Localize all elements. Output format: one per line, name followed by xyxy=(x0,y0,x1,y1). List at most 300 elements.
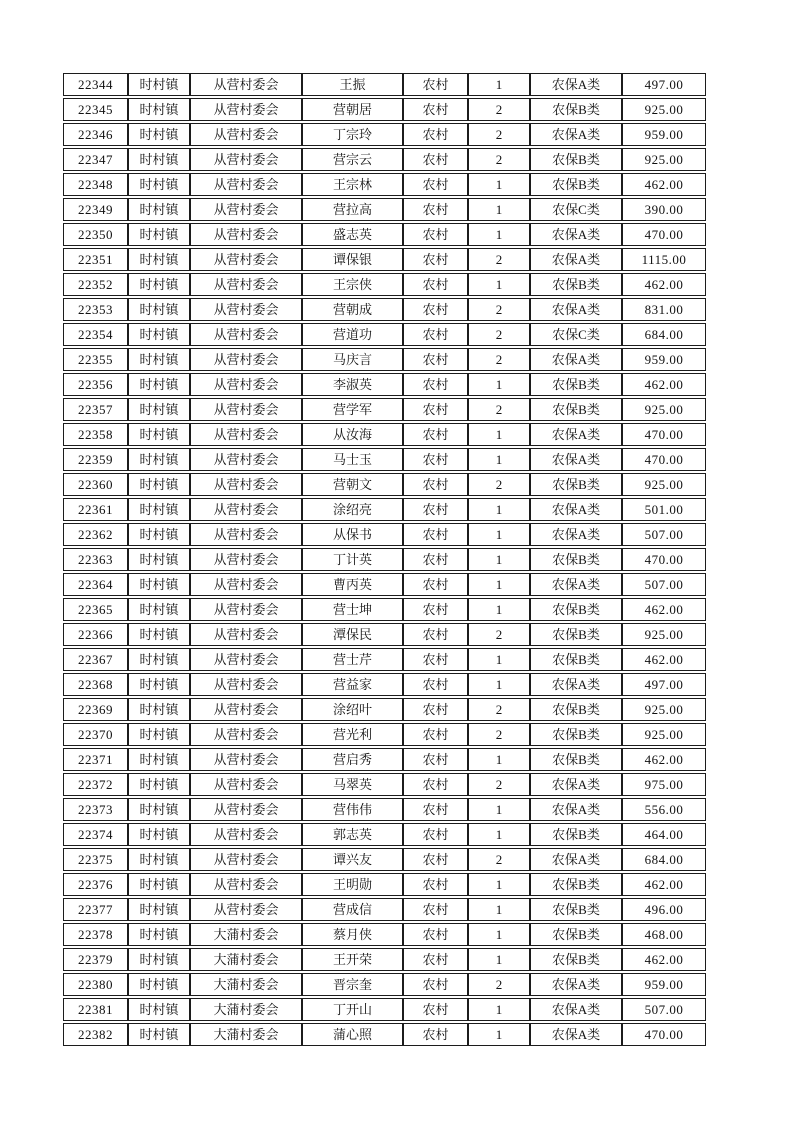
cell-insurance-category: 农保B类 xyxy=(530,698,622,721)
cell-serial: 22356 xyxy=(63,373,128,396)
cell-person-count: 1 xyxy=(468,273,530,296)
cell-town: 时村镇 xyxy=(128,973,190,996)
cell-person-count: 1 xyxy=(468,373,530,396)
table-row xyxy=(63,323,706,346)
cell-amount: 1115.00 xyxy=(622,248,706,271)
cell-village-committee: 从营村委会 xyxy=(190,773,302,796)
cell-residence-type: 农村 xyxy=(403,173,468,196)
cell-amount: 684.00 xyxy=(622,323,706,346)
cell-town: 时村镇 xyxy=(128,248,190,271)
cell-serial: 22377 xyxy=(63,898,128,921)
cell-village-committee: 大蒲村委会 xyxy=(190,1023,302,1046)
cell-person-count: 1 xyxy=(468,823,530,846)
cell-residence-type: 农村 xyxy=(403,1023,468,1046)
cell-person-name: 营学军 xyxy=(302,398,403,421)
cell-person-count: 1 xyxy=(468,1023,530,1046)
cell-village-committee: 从营村委会 xyxy=(190,823,302,846)
cell-residence-type: 农村 xyxy=(403,723,468,746)
table-row xyxy=(63,398,706,421)
cell-serial: 22371 xyxy=(63,748,128,771)
cell-person-count: 1 xyxy=(468,573,530,596)
cell-village-committee: 从营村委会 xyxy=(190,673,302,696)
cell-amount: 501.00 xyxy=(622,498,706,521)
table-row xyxy=(63,348,706,371)
table-row xyxy=(63,998,706,1021)
cell-serial: 22368 xyxy=(63,673,128,696)
cell-person-name: 营朝居 xyxy=(302,98,403,121)
cell-person-count: 1 xyxy=(468,673,530,696)
cell-person-count: 1 xyxy=(468,648,530,671)
cell-serial: 22372 xyxy=(63,773,128,796)
table-row xyxy=(63,623,706,646)
cell-amount: 831.00 xyxy=(622,298,706,321)
cell-town: 时村镇 xyxy=(128,148,190,171)
cell-amount: 462.00 xyxy=(622,948,706,971)
cell-person-name: 王开荣 xyxy=(302,948,403,971)
cell-amount: 925.00 xyxy=(622,98,706,121)
cell-village-committee: 从营村委会 xyxy=(190,548,302,571)
cell-person-name: 蒲心照 xyxy=(302,1023,403,1046)
cell-insurance-category: 农保C类 xyxy=(530,198,622,221)
cell-village-committee: 从营村委会 xyxy=(190,398,302,421)
cell-person-name: 王宗侠 xyxy=(302,273,403,296)
cell-insurance-category: 农保A类 xyxy=(530,848,622,871)
table-row xyxy=(63,423,706,446)
cell-amount: 975.00 xyxy=(622,773,706,796)
cell-town: 时村镇 xyxy=(128,423,190,446)
cell-amount: 462.00 xyxy=(622,173,706,196)
cell-residence-type: 农村 xyxy=(403,848,468,871)
cell-village-committee: 从营村委会 xyxy=(190,798,302,821)
cell-person-count: 1 xyxy=(468,923,530,946)
cell-serial: 22370 xyxy=(63,723,128,746)
cell-serial: 22382 xyxy=(63,1023,128,1046)
cell-serial: 22376 xyxy=(63,873,128,896)
cell-amount: 462.00 xyxy=(622,598,706,621)
cell-amount: 925.00 xyxy=(622,148,706,171)
cell-residence-type: 农村 xyxy=(403,398,468,421)
cell-insurance-category: 农保A类 xyxy=(530,248,622,271)
cell-person-name: 营启秀 xyxy=(302,748,403,771)
table-row xyxy=(63,648,706,671)
cell-amount: 470.00 xyxy=(622,223,706,246)
table-row xyxy=(63,173,706,196)
cell-residence-type: 农村 xyxy=(403,548,468,571)
cell-amount: 556.00 xyxy=(622,798,706,821)
cell-person-name: 营士坤 xyxy=(302,598,403,621)
cell-serial: 22380 xyxy=(63,973,128,996)
cell-village-committee: 从营村委会 xyxy=(190,148,302,171)
cell-amount: 959.00 xyxy=(622,348,706,371)
cell-person-name: 营士芹 xyxy=(302,648,403,671)
cell-person-name: 营朝文 xyxy=(302,473,403,496)
cell-insurance-category: 农保B类 xyxy=(530,873,622,896)
cell-town: 时村镇 xyxy=(128,848,190,871)
cell-amount: 507.00 xyxy=(622,573,706,596)
cell-serial: 22362 xyxy=(63,523,128,546)
cell-person-name: 晋宗奎 xyxy=(302,973,403,996)
cell-town: 时村镇 xyxy=(128,73,190,96)
cell-residence-type: 农村 xyxy=(403,323,468,346)
cell-serial: 22367 xyxy=(63,648,128,671)
cell-residence-type: 农村 xyxy=(403,298,468,321)
cell-insurance-category: 农保B类 xyxy=(530,598,622,621)
cell-residence-type: 农村 xyxy=(403,898,468,921)
cell-person-name: 营益家 xyxy=(302,673,403,696)
cell-person-count: 2 xyxy=(468,773,530,796)
cell-village-committee: 从营村委会 xyxy=(190,873,302,896)
cell-insurance-category: 农保A类 xyxy=(530,998,622,1021)
table-row xyxy=(63,248,706,271)
table-row xyxy=(63,273,706,296)
cell-village-committee: 从营村委会 xyxy=(190,748,302,771)
cell-person-name: 从汝海 xyxy=(302,423,403,446)
cell-town: 时村镇 xyxy=(128,698,190,721)
cell-village-committee: 从营村委会 xyxy=(190,598,302,621)
cell-person-count: 1 xyxy=(468,748,530,771)
cell-town: 时村镇 xyxy=(128,873,190,896)
cell-village-committee: 大蒲村委会 xyxy=(190,948,302,971)
cell-village-committee: 从营村委会 xyxy=(190,623,302,646)
cell-person-count: 2 xyxy=(468,248,530,271)
table-row xyxy=(63,198,706,221)
cell-insurance-category: 农保A类 xyxy=(530,573,622,596)
cell-person-name: 丁计英 xyxy=(302,548,403,571)
cell-village-committee: 从营村委会 xyxy=(190,323,302,346)
cell-person-name: 王宗林 xyxy=(302,173,403,196)
cell-village-committee: 从营村委会 xyxy=(190,373,302,396)
cell-person-count: 2 xyxy=(468,323,530,346)
cell-village-committee: 从营村委会 xyxy=(190,348,302,371)
cell-village-committee: 从营村委会 xyxy=(190,273,302,296)
cell-residence-type: 农村 xyxy=(403,248,468,271)
cell-serial: 22378 xyxy=(63,923,128,946)
cell-residence-type: 农村 xyxy=(403,423,468,446)
cell-village-committee: 从营村委会 xyxy=(190,123,302,146)
cell-serial: 22348 xyxy=(63,173,128,196)
cell-town: 时村镇 xyxy=(128,898,190,921)
cell-amount: 470.00 xyxy=(622,423,706,446)
cell-village-committee: 从营村委会 xyxy=(190,423,302,446)
cell-residence-type: 农村 xyxy=(403,823,468,846)
pension-roster-table xyxy=(63,71,706,1048)
cell-amount: 462.00 xyxy=(622,648,706,671)
cell-person-name: 营道功 xyxy=(302,323,403,346)
cell-town: 时村镇 xyxy=(128,598,190,621)
cell-amount: 925.00 xyxy=(622,723,706,746)
cell-person-count: 2 xyxy=(468,123,530,146)
cell-person-name: 营伟伟 xyxy=(302,798,403,821)
cell-residence-type: 农村 xyxy=(403,973,468,996)
cell-town: 时村镇 xyxy=(128,773,190,796)
table-row xyxy=(63,898,706,921)
cell-residence-type: 农村 xyxy=(403,923,468,946)
cell-person-name: 丁宗玲 xyxy=(302,123,403,146)
cell-person-count: 1 xyxy=(468,173,530,196)
table-row xyxy=(63,848,706,871)
cell-amount: 464.00 xyxy=(622,823,706,846)
table-row xyxy=(63,673,706,696)
cell-residence-type: 农村 xyxy=(403,873,468,896)
cell-person-count: 2 xyxy=(468,973,530,996)
cell-amount: 497.00 xyxy=(622,73,706,96)
cell-amount: 462.00 xyxy=(622,373,706,396)
cell-person-name: 潭保民 xyxy=(302,623,403,646)
cell-amount: 470.00 xyxy=(622,1023,706,1046)
cell-residence-type: 农村 xyxy=(403,623,468,646)
cell-village-committee: 从营村委会 xyxy=(190,848,302,871)
cell-serial: 22375 xyxy=(63,848,128,871)
cell-residence-type: 农村 xyxy=(403,698,468,721)
cell-insurance-category: 农保A类 xyxy=(530,73,622,96)
cell-person-count: 2 xyxy=(468,473,530,496)
cell-serial: 22357 xyxy=(63,398,128,421)
cell-town: 时村镇 xyxy=(128,573,190,596)
cell-person-count: 1 xyxy=(468,423,530,446)
cell-town: 时村镇 xyxy=(128,373,190,396)
cell-person-count: 2 xyxy=(468,98,530,121)
cell-amount: 497.00 xyxy=(622,673,706,696)
cell-person-name: 丁开山 xyxy=(302,998,403,1021)
cell-serial: 22345 xyxy=(63,98,128,121)
cell-person-name: 盛志英 xyxy=(302,223,403,246)
cell-person-count: 2 xyxy=(468,348,530,371)
cell-serial: 22354 xyxy=(63,323,128,346)
cell-person-count: 1 xyxy=(468,498,530,521)
cell-town: 时村镇 xyxy=(128,473,190,496)
table-row xyxy=(63,698,706,721)
cell-amount: 390.00 xyxy=(622,198,706,221)
cell-residence-type: 农村 xyxy=(403,473,468,496)
cell-town: 时村镇 xyxy=(128,448,190,471)
cell-serial: 22355 xyxy=(63,348,128,371)
cell-serial: 22364 xyxy=(63,573,128,596)
table-row xyxy=(63,748,706,771)
cell-residence-type: 农村 xyxy=(403,73,468,96)
cell-residence-type: 农村 xyxy=(403,948,468,971)
table-row xyxy=(63,923,706,946)
cell-serial: 22350 xyxy=(63,223,128,246)
cell-town: 时村镇 xyxy=(128,323,190,346)
cell-person-name: 郭志英 xyxy=(302,823,403,846)
cell-insurance-category: 农保B类 xyxy=(530,898,622,921)
cell-town: 时村镇 xyxy=(128,1023,190,1046)
cell-serial: 22358 xyxy=(63,423,128,446)
cell-town: 时村镇 xyxy=(128,548,190,571)
cell-town: 时村镇 xyxy=(128,923,190,946)
cell-amount: 470.00 xyxy=(622,548,706,571)
cell-town: 时村镇 xyxy=(128,998,190,1021)
table-row xyxy=(63,823,706,846)
cell-residence-type: 农村 xyxy=(403,98,468,121)
cell-village-committee: 大蒲村委会 xyxy=(190,973,302,996)
cell-insurance-category: 农保A类 xyxy=(530,1023,622,1046)
cell-insurance-category: 农保B类 xyxy=(530,623,622,646)
cell-insurance-category: 农保A类 xyxy=(530,523,622,546)
cell-insurance-category: 农保B类 xyxy=(530,148,622,171)
cell-residence-type: 农村 xyxy=(403,148,468,171)
cell-residence-type: 农村 xyxy=(403,223,468,246)
cell-residence-type: 农村 xyxy=(403,523,468,546)
cell-serial: 22347 xyxy=(63,148,128,171)
cell-serial: 22351 xyxy=(63,248,128,271)
cell-amount: 462.00 xyxy=(622,273,706,296)
cell-amount: 462.00 xyxy=(622,748,706,771)
cell-insurance-category: 农保A类 xyxy=(530,123,622,146)
cell-amount: 507.00 xyxy=(622,998,706,1021)
cell-person-count: 1 xyxy=(468,998,530,1021)
cell-town: 时村镇 xyxy=(128,498,190,521)
table-row xyxy=(63,298,706,321)
cell-person-count: 1 xyxy=(468,798,530,821)
cell-insurance-category: 农保B类 xyxy=(530,548,622,571)
cell-insurance-category: 农保B类 xyxy=(530,373,622,396)
cell-town: 时村镇 xyxy=(128,298,190,321)
cell-town: 时村镇 xyxy=(128,673,190,696)
cell-insurance-category: 农保A类 xyxy=(530,298,622,321)
cell-insurance-category: 农保B类 xyxy=(530,723,622,746)
cell-town: 时村镇 xyxy=(128,823,190,846)
cell-amount: 925.00 xyxy=(622,698,706,721)
cell-insurance-category: 农保B类 xyxy=(530,98,622,121)
cell-serial: 22369 xyxy=(63,698,128,721)
cell-insurance-category: 农保A类 xyxy=(530,498,622,521)
cell-residence-type: 农村 xyxy=(403,598,468,621)
cell-residence-type: 农村 xyxy=(403,773,468,796)
cell-insurance-category: 农保B类 xyxy=(530,473,622,496)
cell-village-committee: 从营村委会 xyxy=(190,448,302,471)
cell-person-name: 从保书 xyxy=(302,523,403,546)
cell-residence-type: 农村 xyxy=(403,273,468,296)
table-row xyxy=(63,798,706,821)
table-body xyxy=(63,73,706,1046)
cell-town: 时村镇 xyxy=(128,798,190,821)
cell-insurance-category: 农保A类 xyxy=(530,223,622,246)
cell-amount: 959.00 xyxy=(622,123,706,146)
cell-serial: 22381 xyxy=(63,998,128,1021)
cell-town: 时村镇 xyxy=(128,223,190,246)
cell-person-count: 2 xyxy=(468,698,530,721)
table-row xyxy=(63,573,706,596)
cell-serial: 22360 xyxy=(63,473,128,496)
cell-insurance-category: 农保A类 xyxy=(530,348,622,371)
cell-person-name: 谭保银 xyxy=(302,248,403,271)
cell-serial: 22373 xyxy=(63,798,128,821)
cell-village-committee: 从营村委会 xyxy=(190,498,302,521)
cell-amount: 496.00 xyxy=(622,898,706,921)
cell-town: 时村镇 xyxy=(128,348,190,371)
cell-village-committee: 从营村委会 xyxy=(190,648,302,671)
cell-village-committee: 从营村委会 xyxy=(190,298,302,321)
cell-amount: 925.00 xyxy=(622,398,706,421)
table-row xyxy=(63,973,706,996)
cell-village-committee: 从营村委会 xyxy=(190,723,302,746)
cell-person-count: 1 xyxy=(468,948,530,971)
cell-person-count: 1 xyxy=(468,873,530,896)
cell-person-count: 1 xyxy=(468,898,530,921)
cell-amount: 470.00 xyxy=(622,448,706,471)
cell-person-name: 曹丙英 xyxy=(302,573,403,596)
cell-residence-type: 农村 xyxy=(403,123,468,146)
cell-amount: 468.00 xyxy=(622,923,706,946)
cell-serial: 22352 xyxy=(63,273,128,296)
cell-residence-type: 农村 xyxy=(403,673,468,696)
cell-person-name: 涂绍亮 xyxy=(302,498,403,521)
cell-village-committee: 从营村委会 xyxy=(190,98,302,121)
cell-serial: 22379 xyxy=(63,948,128,971)
cell-amount: 462.00 xyxy=(622,873,706,896)
cell-person-name: 马翠英 xyxy=(302,773,403,796)
table-row xyxy=(63,873,706,896)
cell-person-name: 涂绍叶 xyxy=(302,698,403,721)
cell-town: 时村镇 xyxy=(128,398,190,421)
table-row xyxy=(63,223,706,246)
cell-serial: 22344 xyxy=(63,73,128,96)
cell-person-count: 2 xyxy=(468,398,530,421)
cell-residence-type: 农村 xyxy=(403,748,468,771)
cell-village-committee: 从营村委会 xyxy=(190,248,302,271)
table-row xyxy=(63,773,706,796)
cell-insurance-category: 农保A类 xyxy=(530,673,622,696)
cell-residence-type: 农村 xyxy=(403,373,468,396)
cell-town: 时村镇 xyxy=(128,648,190,671)
cell-insurance-category: 农保A类 xyxy=(530,973,622,996)
table-row xyxy=(63,98,706,121)
cell-residence-type: 农村 xyxy=(403,573,468,596)
cell-insurance-category: 农保B类 xyxy=(530,923,622,946)
cell-insurance-category: 农保B类 xyxy=(530,823,622,846)
cell-person-count: 1 xyxy=(468,448,530,471)
cell-insurance-category: 农保C类 xyxy=(530,323,622,346)
cell-person-count: 2 xyxy=(468,298,530,321)
table-row xyxy=(63,148,706,171)
cell-serial: 22366 xyxy=(63,623,128,646)
table-row xyxy=(63,948,706,971)
cell-person-name: 蔡月侠 xyxy=(302,923,403,946)
cell-town: 时村镇 xyxy=(128,623,190,646)
cell-person-name: 马士玉 xyxy=(302,448,403,471)
cell-town: 时村镇 xyxy=(128,948,190,971)
cell-town: 时村镇 xyxy=(128,173,190,196)
cell-village-committee: 大蒲村委会 xyxy=(190,998,302,1021)
cell-town: 时村镇 xyxy=(128,98,190,121)
cell-person-count: 1 xyxy=(468,223,530,246)
cell-town: 时村镇 xyxy=(128,198,190,221)
cell-residence-type: 农村 xyxy=(403,998,468,1021)
cell-residence-type: 农村 xyxy=(403,448,468,471)
cell-person-count: 1 xyxy=(468,523,530,546)
cell-person-count: 1 xyxy=(468,73,530,96)
table-row xyxy=(63,498,706,521)
cell-town: 时村镇 xyxy=(128,723,190,746)
table-row xyxy=(63,473,706,496)
table-row xyxy=(63,548,706,571)
cell-amount: 684.00 xyxy=(622,848,706,871)
cell-person-name: 营宗云 xyxy=(302,148,403,171)
cell-residence-type: 农村 xyxy=(403,198,468,221)
cell-village-committee: 大蒲村委会 xyxy=(190,923,302,946)
cell-amount: 507.00 xyxy=(622,523,706,546)
table-row xyxy=(63,523,706,546)
cell-town: 时村镇 xyxy=(128,523,190,546)
table-row xyxy=(63,723,706,746)
table-row xyxy=(63,373,706,396)
cell-person-name: 营拉高 xyxy=(302,198,403,221)
cell-amount: 925.00 xyxy=(622,473,706,496)
cell-village-committee: 从营村委会 xyxy=(190,898,302,921)
cell-person-name: 李淑英 xyxy=(302,373,403,396)
cell-amount: 959.00 xyxy=(622,973,706,996)
